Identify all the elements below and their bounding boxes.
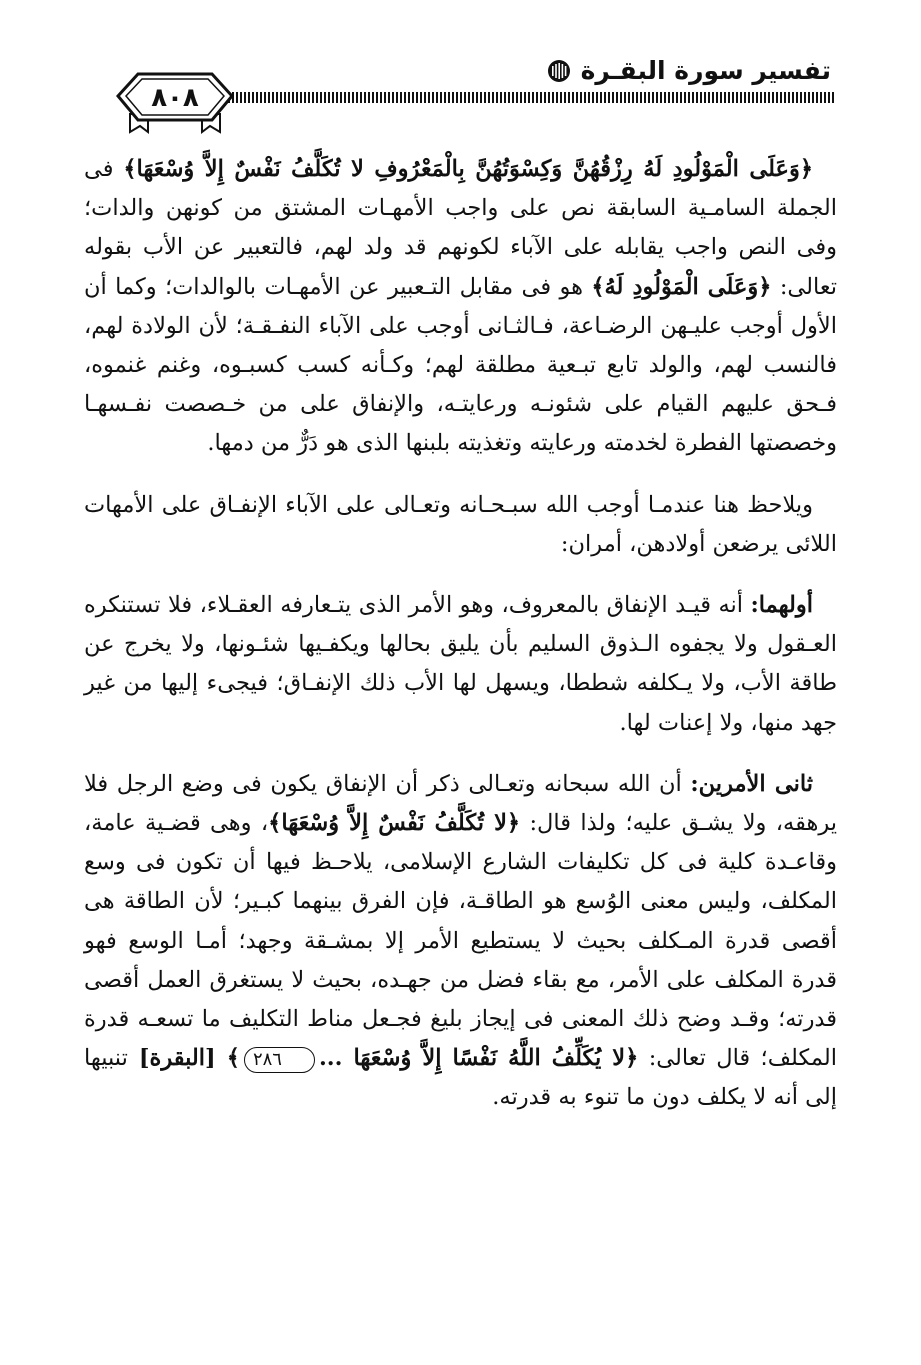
quran-verse: ﴿وَعَلَى الْمَوْلُودِ لَهُ﴾ <box>591 273 772 300</box>
surah-citation: [البقرة] <box>127 1045 227 1072</box>
quran-verse-close: ﴾ <box>226 1045 240 1072</box>
paragraph-4 <box>84 765 837 1118</box>
paragraph-text: فى الجملة السامـية السابقة نص على واجب الأمهـات المشتق من كونهن والدات؛ وفى النص واجب يقابله على الآباء لكونهم قد ولد لهم، فالتعبير عن الأب بقوله تعالى: <box>84 156 837 300</box>
ornament-icon <box>547 59 571 83</box>
paragraph-text: هو فى مقابل التـعبير عن الأمهـات بالوالدات؛ وكما أن الأول أوجب عليـهن الرضـاعة، فـالثـانى أوجب على الآباء النفـقـة؛ لأن الولادة لهم، فالنسب لهم، والولد تابع تبـعية مطلقة لهم؛ وكـأنه كسب كسبـوه، وغنم غنموه، فـحق عليهم القيام على شئونـه ورعايتـه، والإنفاق على من خـصصت نفـسهـا وخصصتها الفطرة لخدمته ورعايته وتغذيته بلبنها الذى هو دَرٌّ من دمها. <box>84 273 837 457</box>
quran-verse: ﴿لا تُكَلَّفُ نَفْسٌ إِلاَّ وُسْعَهَا﴾ <box>268 810 521 837</box>
paragraph-text: ويلاحظ هنا عندمـا أوجب الله سبـحـانه وتعـالى على الآباء الإنفـاق على الأمهات اللائى يرضعن أولادهن، أمران: <box>84 491 837 557</box>
running-title <box>547 56 831 85</box>
paragraph-text: ، وهى قضـية عامة، وقاعـدة كلية فى كل تكليفات الشارع الإسلامى، يلاحـظ فيها أن تكون فى وسع المكلف، وليس معنى الوُسع هو الطاقـة، فإن الفرق بينهما كبـير؛ لأن الطاقة هى أقصى قدرة المـكلف بحيث لا يستطيع الأمر إلا بمشـقة وجهد؛ أمـا الوسع فهو قدرة المكلف على الأمر، مع بقاء فضل من جهـده، بحيث لا يستغرق العمل أقصى قدرته؛ وقـد وضح ذلك المعنى فى إيجاز بليغ فجـعل مناط التكليف ما تسعـه قدرة المكلف؛ قال تعالى: <box>84 810 837 1072</box>
paragraph-text: أن الله سبحانه وتعـالى ذكر أن الإنفاق يكون فى وضع الرجل فلا يرهقه، ولا يشـق عليه؛ ولذا قال: <box>84 770 838 837</box>
paragraph-lead: أولهما: <box>750 592 813 619</box>
paragraph-2 <box>84 486 837 564</box>
quran-verse: ﴿لا يُكَلِّفُ اللَّهُ نَفْسًا إِلاَّ وُسْعَهَا ... <box>318 1045 639 1072</box>
page-header <box>0 0 921 150</box>
paragraph-3 <box>84 586 837 743</box>
quran-verse: ﴿وَعَلَى الْمَوْلُودِ لَهُ رِزْقُهُنَّ وَكِسْوَتُهُنَّ بِالْمَعْرُوفِ لا تُكَلَّفُ نَفْسٌ إِلاَّ وُسْعَهَا﴾ <box>123 156 813 182</box>
paragraph-1 <box>84 150 837 464</box>
running-title-text: تفسير سورة البقـرة <box>580 56 831 85</box>
ayah-number-badge: ٢٨٦ <box>244 1047 315 1073</box>
paragraph-text: تنبيها إلى أنه لا يكلف دون ما تنوء به قدرته. <box>84 1045 837 1111</box>
header-rule <box>200 92 835 103</box>
paragraph-text: أنه قيـد الإنفاق بالمعروف، وهو الأمر الذى يتـعارفه العقـلاء، فلا تستنكره العـقول ولا يجفوه الـذوق السليم بأن يليق بحالها ويكفـيها شئـونها، ولا يخرج عن طاقة الأب، ولا يـكلفه شططا، ويسهل لها الأب ذلك الإنفـاق؛ فيجىء إليها من غير جهد منها، ولا إعنات لها. <box>84 592 837 736</box>
body-text <box>84 150 837 1118</box>
paragraph-lead: ثانى الأمرين: <box>690 770 813 797</box>
page-number: ٨٠٨ <box>151 83 199 113</box>
